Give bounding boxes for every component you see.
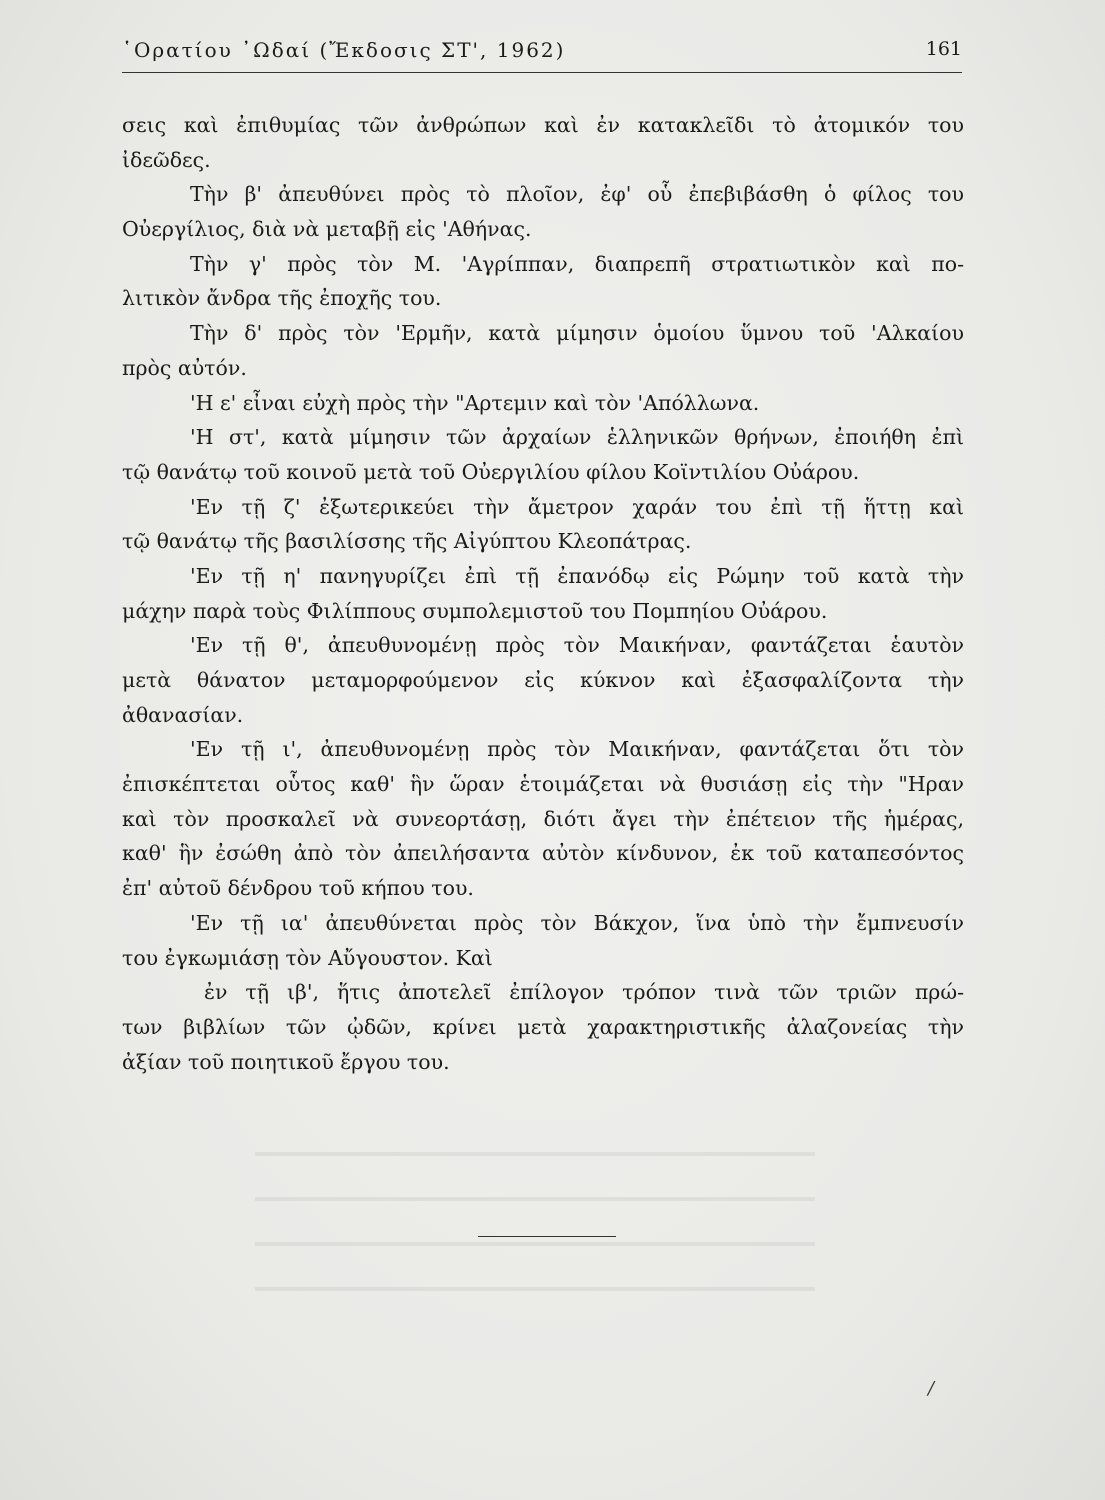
text-line: καὶ τὸν προσκαλεῖ νὰ συνεορτάσῃ, διότι ἄγει τὴν ἐπέτειον τῆς ἡμέρας, xyxy=(122,806,964,831)
text-line: ἀξίαν τοῦ ποιητικοῦ ἔργου του. xyxy=(122,1049,450,1074)
text-line: του ἐγκωμιάσῃ τὸν Αὔγουστον. Καὶ xyxy=(122,945,493,970)
text-line: μάχην παρὰ τοὺς Φιλίππους συμπολεμιστοῦ του Πομπηίου Οὐάρου. xyxy=(122,598,828,623)
text-line: μετὰ θάνατον μεταμορφούμενον εἰς κύκνον καὶ ἐξασφαλίζοντα τὴν xyxy=(122,668,964,692)
text-line: 'Εν τῇ ζ' ἐξωτερικεύει τὴν ἄμετρον χαράν του ἐπὶ τῇ ἥττῃ καὶ xyxy=(190,494,964,519)
margin-mark: / xyxy=(928,1378,935,1399)
text-line: των βιβλίων τῶν ᾠδῶν, κρίνει μετὰ χαρακτηριστικῆς ἀλαζονείας τὴν xyxy=(122,1014,964,1039)
text-line: τῷ θανάτῳ τῆς βασιλίσσης τῆς Αἰγύπτου Κλεοπάτρας. xyxy=(122,529,692,554)
text-line: λιτικὸν ἄνδρα τῆς ἐποχῆς του. xyxy=(122,286,442,311)
running-head xyxy=(122,38,962,68)
text-line: τῷ θανάτῳ τοῦ κοινοῦ μετὰ τοῦ Οὐεργιλίου φίλου Κοϊντιλίου Οὐάρου. xyxy=(122,459,860,484)
text-line: Τὴν γ' πρὸς τὸν Μ. 'Αγρίππαν, διαπρεπῆ στρατιωτικὸν καὶ πο- xyxy=(190,251,964,276)
text-line: 'Η ε' εἶναι εὐχὴ πρὸς τὴν "Αρτεμιν καὶ τὸν 'Απόλλωνα. xyxy=(190,390,760,415)
text-line: ἐν τῇ ιβ', ἥτις ἀποτελεῖ ἐπίλογον τρόπον τινὰ τῶν τριῶν πρώ- xyxy=(204,980,964,1005)
text-line: ἐπισκέπτεται οὗτος καθ' ἣν ὥραν ἑτοιμάζεται νὰ θυσιάσῃ εἰς τὴν "Ηραν xyxy=(122,772,964,797)
text-line: καθ' ἣν ἐσώθη ἀπὸ τὸν ἀπειλήσαντα αὐτὸν κίνδυνον, ἐκ τοῦ καταπεσόντος xyxy=(122,841,964,866)
text-line: σεις καὶ ἐπιθυμίας τῶν ἀνθρώπων καὶ ἐν κατακλεῖδι τὸ ἀτομικόν του xyxy=(122,113,964,137)
text-line: ἀθανασίαν. xyxy=(122,702,244,727)
page-number: 161 xyxy=(925,38,962,60)
header-rule xyxy=(122,72,962,73)
text-line: 'Εν τῇ ι', ἀπευθυνομένῃ πρὸς τὸν Μαικήναν, φαντάζεται ὅτι τὸν xyxy=(190,737,964,762)
text-line: ἐπ' αὐτοῦ δένδρου τοῦ κήπου του. xyxy=(122,876,474,901)
text-line: πρὸς αὐτόν. xyxy=(122,355,247,380)
body-text xyxy=(122,108,964,1079)
text-line: Τὴν β' ἀπευθύνει πρὸς τὸ πλοῖον, ἐφ' οὗ ἐπεβιβάσθη ὁ φίλος του xyxy=(190,182,964,207)
text-line: Οὐεργίλιος, διὰ νὰ μεταβῇ εἰς 'Αθήνας. xyxy=(122,217,532,242)
section-end-rule xyxy=(478,1236,616,1237)
text-line: 'Η στ', κατὰ μίμησιν τῶν ἀρχαίων ἑλληνικῶν θρήνων, ἐποιήθη ἐπὶ xyxy=(190,425,964,450)
bleed-through-text xyxy=(255,1130,815,1300)
text-line: 'Εν τῇ ια' ἀπευθύνεται πρὸς τὸν Βάκχον, ἵνα ὑπὸ τὴν ἔμπνευσίν xyxy=(190,910,964,935)
text-line: 'Εν τῇ η' πανηγυρίζει ἐπὶ τῇ ἐπανόδῳ εἰς Ρώμην τοῦ κατὰ τὴν xyxy=(190,563,964,588)
text-line: ἰδεῶδες. xyxy=(122,147,211,172)
text-line: 'Εν τῇ θ', ἀπευθυνομένῃ πρὸς τὸν Μαικήναν, φαντάζεται ἑαυτὸν xyxy=(190,633,964,658)
running-title: ῾Ορατίου ᾿Ωδαί (Ἔκδοσις ΣΤ', 1962) xyxy=(122,38,566,62)
text-line: Τὴν δ' πρὸς τὸν 'Ερμῆν, κατὰ μίμησιν ὁμοίου ὕμνου τοῦ 'Αλκαίου xyxy=(190,321,964,346)
